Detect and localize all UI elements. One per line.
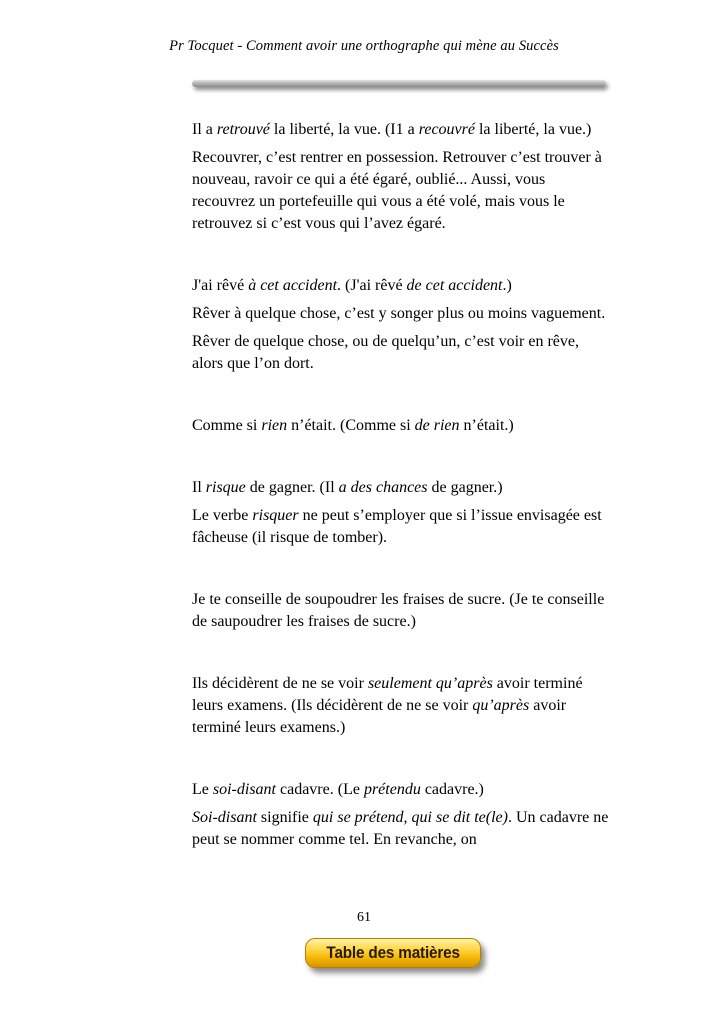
example-sentence: Ils décidèrent de ne se voir seulement qu’après avoir terminé leurs examens. (Ils décidèrent de ne se voir qu’après avoir terminé leurs examens.)	[192, 675, 583, 736]
page-content	[192, 119, 612, 851]
explanation-paragraph: Recouvrer, c’est rentrer en possession. Retrouver c’est trouver à nouveau, ravoir ce qui a été égaré, oublié... Aussi, vous recouvrez un portefeuille qui vous a été volé, mais vous le retrouvez si c’est vous qui l’avez égaré.	[192, 149, 602, 232]
example-sentence: Le soi-disant cadavre. (Le prétendu cadavre.)	[192, 781, 484, 798]
entry-seulement	[192, 673, 612, 739]
explanation-paragraph: Soi-disant signifie qui se prétend, qui se dit te(le). Un cadavre ne peut se nommer comme tel. En revanche, on	[192, 809, 609, 848]
example-sentence: Comme si rien n’était. (Comme si de rien n’était.)	[192, 417, 514, 434]
explanation-paragraph: Rêver de quelque chose, ou de quelqu’un, c’est voir en rêve, alors que l’on dort.	[192, 333, 579, 372]
table-of-contents-button[interactable]	[305, 938, 481, 968]
example-sentence: J'ai rêvé à cet accident. (J'ai rêvé de cet accident.)	[192, 277, 512, 294]
example-sentence: Il risque de gagner. (Il a des chances de gagner.)	[192, 479, 503, 496]
entry-retrouver	[192, 119, 612, 235]
entry-saupoudrer	[192, 589, 612, 633]
entry-risquer	[192, 477, 612, 549]
explanation-paragraph: Le verbe risquer ne peut s’employer que si l’issue envisagée est fâcheuse (il risque de tomber).	[192, 507, 602, 546]
entry-comme-si	[192, 415, 612, 437]
entry-soi-disant	[192, 779, 612, 851]
entry-rever	[192, 275, 612, 375]
explanation-paragraph: Rêver à quelque chose, c’est y songer plus ou moins vaguement.	[192, 305, 606, 322]
header-divider-bar	[192, 80, 606, 87]
example-sentence: Il a retrouvé la liberté, la vue. (I1 a recouvré la liberté, la vue.)	[192, 121, 592, 138]
toc-button-label: Table des matières	[326, 943, 460, 962]
example-sentence: Je te conseille de soupoudrer les fraises de sucre. (Je te conseille de saupoudrer les fraises de sucre.)	[192, 591, 605, 630]
page-number: 61	[357, 910, 371, 925]
running-header: Pr Tocquet - Comment avoir une orthographe qui mène au Succès	[169, 38, 559, 54]
